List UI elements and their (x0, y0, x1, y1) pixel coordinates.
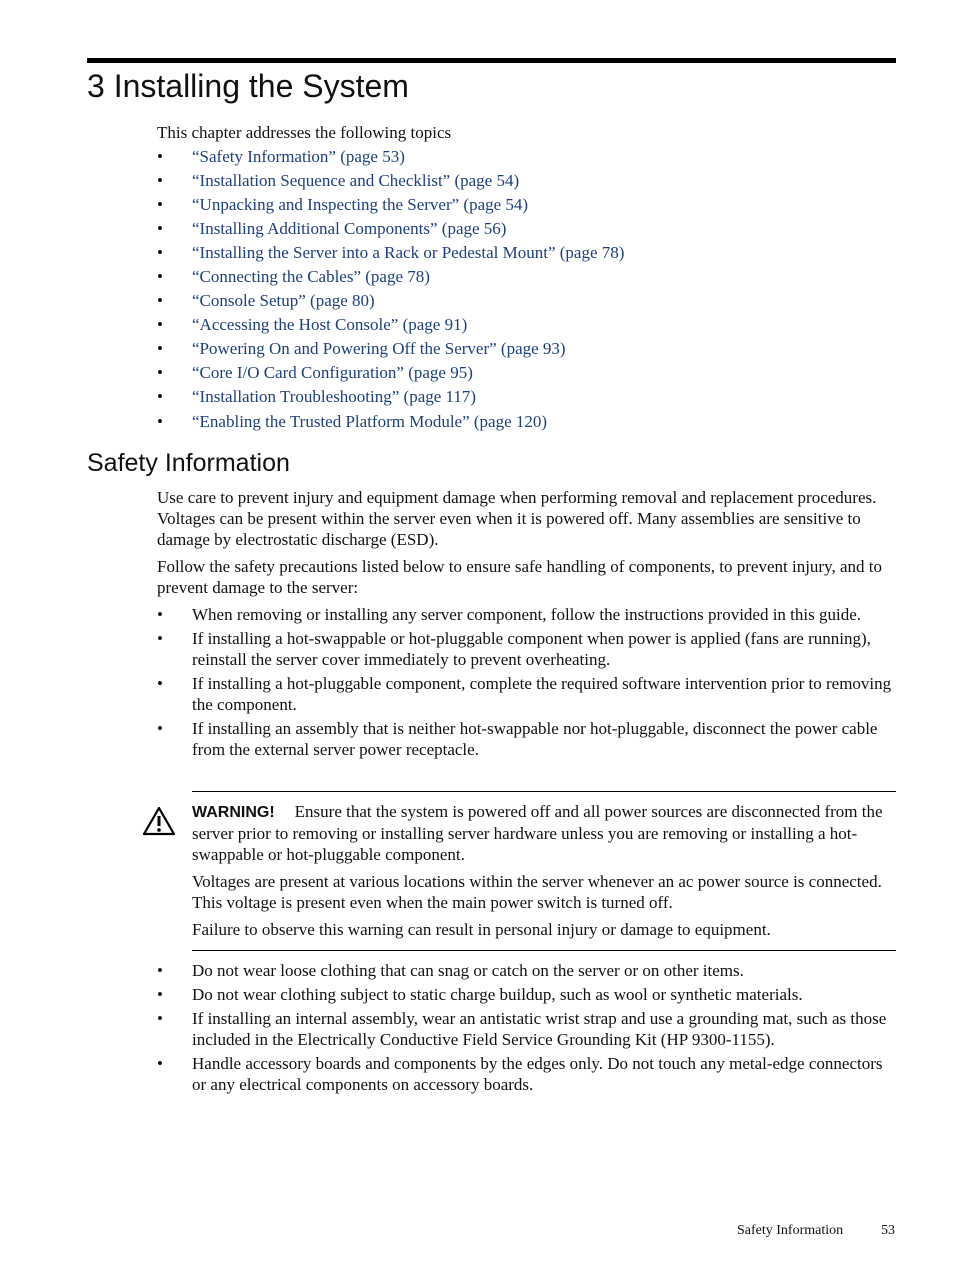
topic-link[interactable]: “Connecting the Cables” (page 78) (192, 267, 430, 286)
bullet: • (157, 387, 163, 407)
bullet: • (157, 339, 163, 358)
warning-triangle-icon (142, 806, 176, 836)
bullet: • (157, 219, 163, 238)
section-title: Safety Information (87, 449, 290, 477)
topic-link[interactable]: “Installing Additional Components” (page 56) (192, 219, 507, 238)
topic-link[interactable]: “Safety Information” (page 53) (192, 147, 405, 166)
bullet: • (157, 629, 163, 648)
list-item (157, 673, 897, 715)
list-item (157, 1053, 897, 1095)
topic-link[interactable]: “Accessing the Host Console” (page 91) (192, 315, 468, 334)
precaution-list (157, 604, 897, 763)
bullet: • (157, 171, 163, 190)
topic-link[interactable]: “Installing the Server into a Rack or Pedestal Mount” (page 78) (192, 243, 625, 262)
safety-paragraph-1: Use care to prevent injury and equipment damage when performing removal and replacement procedures. Voltages can be present within the server even when it is powered off. Many assemblies are sensitive to damage by electrostatic discharge (ESD). (157, 488, 877, 549)
additional-precaution-list (157, 960, 897, 1098)
precaution-text: Do not wear loose clothing that can snag or catch on the server or on other items. (192, 961, 744, 980)
list-item (157, 718, 897, 760)
list-item (157, 604, 897, 625)
chapter-top-rule (87, 58, 896, 63)
bullet: • (157, 1009, 163, 1028)
bullet: • (157, 195, 163, 214)
precaution-text: If installing an internal assembly, wear an antistatic wrist strap and use a grounding mat, such as those included in the Electrically Conductive Field Service Grounding Kit (HP 9300-1155). (192, 1009, 887, 1049)
bullet: • (157, 1054, 163, 1073)
bullet: • (157, 719, 163, 738)
precaution-text: When removing or installing any server component, follow the instructions provided in this guide. (192, 605, 862, 624)
topic-link[interactable]: “Console Setup” (page 80) (192, 291, 375, 310)
topic-link[interactable]: “Enabling the Trusted Platform Module” (page 120) (192, 411, 548, 431)
bullet: • (157, 291, 163, 310)
chapter-intro: This chapter addresses the following topics (157, 123, 452, 142)
list-item (157, 1008, 897, 1050)
list-item (157, 984, 897, 1005)
precaution-text: Do not wear clothing subject to static charge buildup, such as wool or synthetic materials. (192, 985, 803, 1004)
topic-link[interactable]: “Powering On and Powering Off the Server” (page 93) (192, 339, 566, 358)
bullet: • (157, 147, 163, 166)
bullet: • (157, 411, 163, 431)
bullet: • (157, 363, 163, 383)
bullet: • (157, 674, 163, 693)
bullet: • (157, 985, 163, 1004)
topic-link[interactable]: “Installation Sequence and Checklist” (page 54) (192, 171, 520, 190)
bullet: • (157, 605, 163, 624)
page-number: 53 (881, 1223, 895, 1238)
safety-paragraph-2: Follow the safety precautions listed below to ensure safe handling of components, to prevent injury, and to prevent damage to the server: (157, 557, 883, 597)
precaution-text: If installing a hot-pluggable component, complete the required software intervention prior to removing the component. (192, 674, 892, 714)
warning-paragraph-3: Failure to observe this warning can result in personal injury or damage to equipment. (192, 920, 771, 939)
precaution-text: If installing an assembly that is neither hot-swappable nor hot-pluggable, disconnect the power cable from the external server power receptacle. (192, 719, 878, 759)
warning-paragraph-1 (192, 801, 896, 865)
footer-section: Safety Information (737, 1223, 844, 1238)
precaution-text: Handle accessory boards and components by the edges only. Do not touch any metal-edge connectors or any electrical components on accessory boards. (192, 1054, 883, 1094)
topic-link[interactable]: “Unpacking and Inspecting the Server” (page 54) (192, 195, 529, 214)
precaution-text: If installing a hot-swappable or hot-pluggable component when power is applied (fans are running), reinstall the server cover immediately to prevent overheating. (192, 629, 871, 669)
bullet: • (157, 267, 163, 286)
bullet: • (157, 243, 163, 262)
bullet: • (157, 315, 163, 334)
list-item (157, 960, 897, 981)
list-item (157, 628, 897, 670)
chapter-title: 3 Installing the System (87, 68, 409, 104)
bullet: • (157, 961, 163, 980)
topic-link[interactable]: “Installation Troubleshooting” (page 117) (192, 387, 477, 407)
warning-text: Ensure that the system is powered off and all power sources are disconnected from the server prior to removing or installing server hardware unless you are removing or installing a hot-swappable or hot-pluggable component. (192, 802, 883, 864)
warning-label: WARNING! (192, 804, 275, 821)
topic-link[interactable]: “Core I/O Card Configuration” (page 95) (192, 363, 473, 383)
warning-paragraph-2: Voltages are present at various locations within the server whenever an ac power source is connected. This voltage is present even when the main power switch is turned off. (192, 872, 882, 912)
